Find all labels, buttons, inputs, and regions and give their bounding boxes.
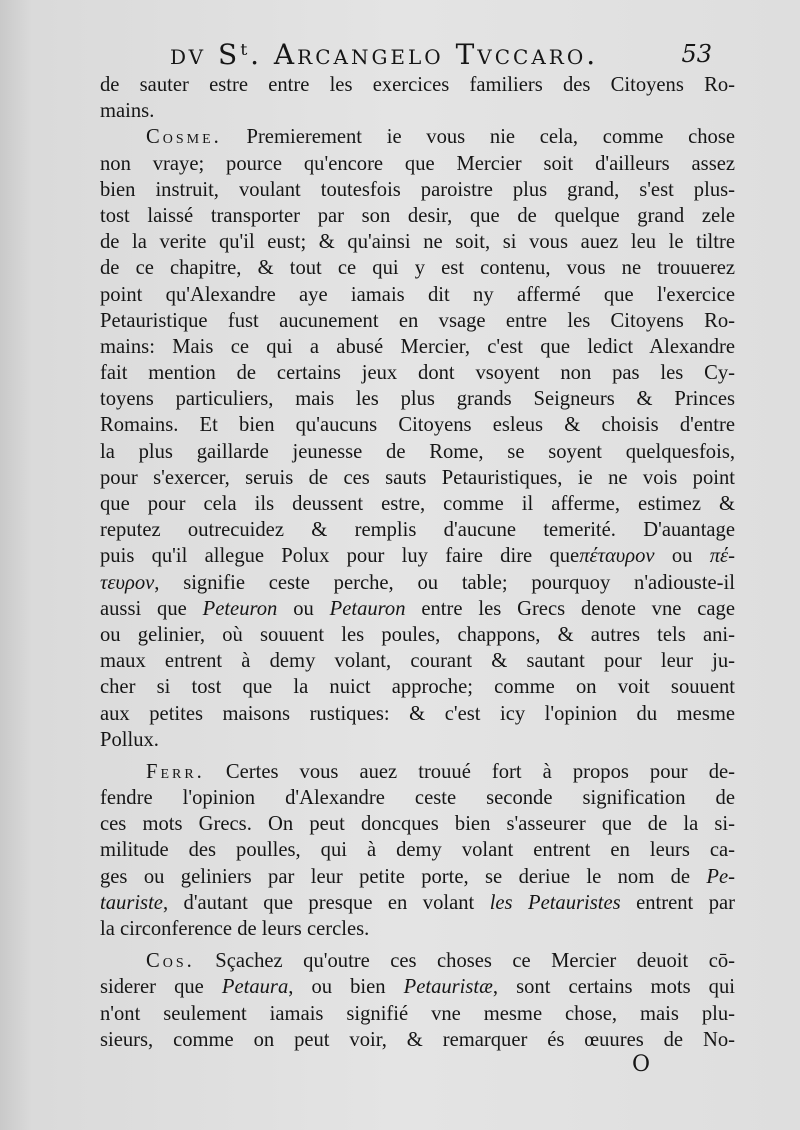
body-text <box>100 72 735 1053</box>
text-line: bien instruit, voulant toutesfois paroistre plus grand, s'est plus- <box>100 178 735 201</box>
text-line <box>100 570 735 596</box>
text-span: , ou bien <box>288 976 386 999</box>
text-line: point qu'Alexandre aye iamais dit ny affermé que l'exercice <box>100 283 735 306</box>
text-line: cher si tost que la nuict approche; comme on voit souuent <box>100 676 735 699</box>
text-span: aussi que <box>100 597 187 620</box>
text-line: mains: Mais ce qui a abusé Mercier, c'est que ledict Alexandre <box>100 335 735 358</box>
italic-word: Petauristæ <box>403 976 493 999</box>
text-line: mains. <box>100 100 155 123</box>
text-span: , sont certains mots qui <box>492 976 735 999</box>
text-span: Certes vous auez trouué fort à propos pour de- <box>225 760 735 783</box>
text-line: Pollux. <box>100 728 159 751</box>
text-span: entre les Grecs denote vne cage <box>421 597 735 620</box>
page-number: 53 <box>681 40 712 68</box>
text-span: siderer que <box>100 976 204 999</box>
text-span: ou <box>671 545 693 568</box>
text-line: fendre l'opinion d'Alexandre ceste seconde signification de <box>100 787 735 810</box>
text-line: Romains. Et bien qu'aucuns Citoyens esleus & choisis d'entre <box>100 414 735 437</box>
text-span: entrent par <box>636 891 735 914</box>
italic-word: Petauron <box>329 597 406 620</box>
text-span: Premierement ie vous nie cela, comme chose <box>246 126 735 149</box>
text-line: sieurs, comme on peut voir, & remarquer és œuures de No- <box>100 1028 735 1051</box>
text-line: toyens particuliers, mais les plus grands Seigneurs & Princes <box>100 388 735 411</box>
text-line: de ce chapitre, & tout ce qui y est contenu, vous ne trouuerez <box>100 257 735 280</box>
text-line <box>100 596 735 622</box>
text-line: maux entrent à demy volant, courant & sautant pour leur ju- <box>100 650 735 673</box>
greek-word: πέταυρον <box>579 545 655 568</box>
text-line <box>100 974 735 1000</box>
text-line <box>100 543 735 569</box>
speaker-name: Ferr. <box>146 760 205 783</box>
text-line: Petauristique fust aucunement en vsage entre les Citoyens Ro- <box>100 309 735 332</box>
text-span: ges ou geliniers par leur petite porte, se deriue le nom de <box>100 865 691 888</box>
italic-word: tauriste <box>100 891 163 914</box>
greek-word: πέ- <box>709 545 735 568</box>
text-line: que pour cela ils deussent estre, comme il afferme, estimez & <box>100 493 735 515</box>
text-line: non vraye; pource qu'encore que Mercier soit d'ailleurs assez <box>100 152 735 175</box>
italic-word: Petaura <box>221 976 289 999</box>
catchword-signature: O <box>632 1052 651 1077</box>
text-span: puis qu'il allegue Polux pour luy faire dire que <box>100 545 580 568</box>
speaker-name: Cos. <box>146 950 195 973</box>
text-line: tost laissé transporter par son desir, que de quelque grand zele <box>100 204 735 227</box>
text-span: , d'autant que presque en volant <box>162 891 475 914</box>
text-line: pour s'exercer, seruis de ces sauts Petauristiques, ie ne vois point <box>100 466 735 489</box>
text-line: fait mention de certains jeux dont vsoyent non pas les Cy- <box>100 362 735 385</box>
text-line: de la verite qu'il eust; & qu'ainsi ne soit, si vous auez leu le tiltre <box>100 231 735 254</box>
text-line: ou gelinier, où souuent les poules, chappons, & autres tels ani- <box>100 623 735 646</box>
italic-word: les Petauristes <box>489 891 621 914</box>
paragraph-cos <box>100 948 735 974</box>
text-span: , signifie ceste perche, ou table; pourquoy n'adiouste-il <box>154 571 735 594</box>
italic-word: Peteuron <box>202 597 278 620</box>
italic-word: Pe- <box>706 865 735 888</box>
text-span: ou <box>293 597 314 620</box>
text-line: militude des poulles, qui à demy volant entrent en leurs ca- <box>100 839 735 862</box>
text-line <box>100 864 735 890</box>
text-line: la plus gaillarde jeunesse de Rome, se soyent quelquesfois, <box>100 440 735 463</box>
text-line: la circonference de leurs cercles. <box>100 918 370 940</box>
text-span: Sçachez qu'outre ces choses ce Mercier deuoit cō- <box>215 950 735 973</box>
speaker-name: Cosme. <box>146 126 222 149</box>
paragraph-ferr <box>100 759 735 785</box>
text-line <box>100 890 735 916</box>
text-line: de sauter estre entre les exercices familiers des Citoyens Ro- <box>100 74 735 96</box>
paragraph-cosme <box>100 124 735 150</box>
page-header <box>0 28 800 78</box>
text-line: n'ont seulement iamais signifié vne mesme chose, mais plu- <box>100 1002 735 1025</box>
text-line: reputez outrecuidez & remplis d'aucune temerité. D'auantage <box>100 519 735 542</box>
text-line: ces mots Grecs. On peut doncques bien s'asseurer que de la si- <box>100 813 735 836</box>
running-title: dv Sᵗ. Arcangelo Tvccaro. <box>170 38 599 71</box>
text-line: aux petites maisons rustiques: & c'est icy l'opinion du mesme <box>100 702 735 725</box>
greek-word: τευρον <box>100 571 155 594</box>
